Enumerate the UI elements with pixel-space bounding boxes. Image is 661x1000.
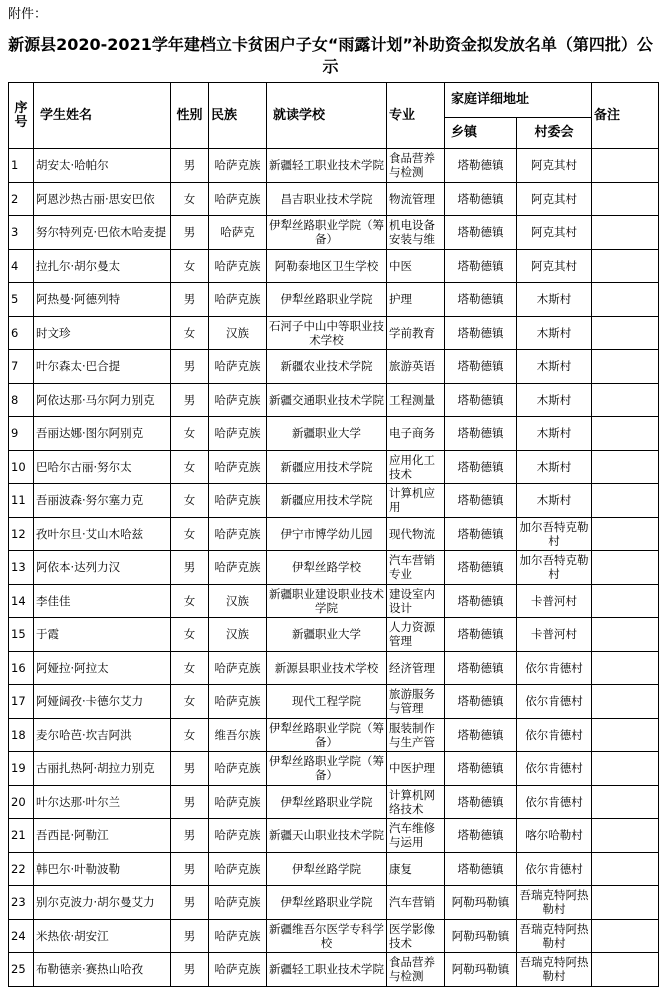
cell-major: 计算机应用 [387,484,445,518]
cell-gender: 女 [171,484,209,518]
cell-ethnicity: 哈萨克族 [209,149,267,183]
table-row [9,216,659,250]
cell-village: 卡普河村 [517,584,592,618]
cell-township: 塔勒德镇 [445,283,517,317]
cell-name: 阿恩沙热古丽·思安巴依 [34,182,171,216]
cell-village: 木斯村 [517,484,592,518]
cell-remarks [592,216,659,250]
cell-seq: 10 [9,450,34,484]
cell-major: 中医护理 [387,752,445,786]
cell-township: 塔勒德镇 [445,618,517,652]
table-row [9,618,659,652]
cell-school: 新疆轻工职业技术学院 [267,953,387,987]
cell-name: 韩巴尔·叶勒波勒 [34,852,171,886]
cell-major: 旅游服务与管理 [387,685,445,719]
table-row [9,651,659,685]
table-row [9,350,659,384]
cell-gender: 男 [171,752,209,786]
cell-village: 吾瑞克特阿热勒村 [517,953,592,987]
cell-major: 食品营养与检测 [387,953,445,987]
cell-school: 新疆农业技术学院 [267,350,387,384]
cell-name: 米热依·胡安江 [34,919,171,953]
cell-name: 别尔克波力·胡尔曼艾力 [34,886,171,920]
cell-ethnicity: 汉族 [209,316,267,350]
table-row [9,283,659,317]
cell-name: 阿热曼·阿德列特 [34,283,171,317]
cell-school: 伊犁丝路职业学院（筹备） [267,718,387,752]
cell-remarks [592,417,659,451]
table-row [9,752,659,786]
cell-remarks [592,316,659,350]
cell-ethnicity: 哈萨克族 [209,283,267,317]
cell-seq: 5 [9,283,34,317]
table-row [9,718,659,752]
cell-major: 医学影像技术 [387,919,445,953]
cell-remarks [592,651,659,685]
cell-township: 塔勒德镇 [445,149,517,183]
cell-gender: 男 [171,953,209,987]
cell-gender: 男 [171,283,209,317]
cell-name: 阿依达那·马尔阿力别克 [34,383,171,417]
cell-school: 新疆职业大学 [267,618,387,652]
cell-seq: 4 [9,249,34,283]
cell-ethnicity: 哈萨克 [209,216,267,250]
cell-seq: 16 [9,651,34,685]
cell-village: 加尔吾特克勒村 [517,517,592,551]
cell-major: 应用化工技术 [387,450,445,484]
header-name: 学生姓名 [34,83,171,149]
cell-school: 新疆职业大学 [267,417,387,451]
cell-seq: 25 [9,953,34,987]
cell-school: 伊犁丝路学校 [267,551,387,585]
cell-remarks [592,551,659,585]
table-row [9,182,659,216]
cell-seq: 14 [9,584,34,618]
header-address: 家庭详细地址 [445,83,592,118]
cell-remarks [592,182,659,216]
cell-seq: 21 [9,819,34,853]
cell-gender: 男 [171,819,209,853]
cell-gender: 男 [171,383,209,417]
cell-major: 建设室内设计 [387,584,445,618]
cell-school: 伊犁丝路学院 [267,852,387,886]
cell-ethnicity: 哈萨克族 [209,785,267,819]
cell-gender: 女 [171,685,209,719]
cell-township: 塔勒德镇 [445,484,517,518]
cell-school: 伊犁丝路职业学院 [267,283,387,317]
cell-village: 依尔肯德村 [517,852,592,886]
cell-township: 塔勒德镇 [445,785,517,819]
table-row [9,383,659,417]
cell-name: 吾西昆·阿勒江 [34,819,171,853]
cell-ethnicity: 维吾尔族 [209,718,267,752]
cell-ethnicity: 哈萨克族 [209,852,267,886]
cell-remarks [592,886,659,920]
cell-remarks [592,685,659,719]
cell-major: 护理 [387,283,445,317]
cell-name: 李佳佳 [34,584,171,618]
cell-village: 依尔肯德村 [517,752,592,786]
cell-township: 塔勒德镇 [445,216,517,250]
cell-ethnicity: 哈萨克族 [209,819,267,853]
cell-name: 叶尔森太·巴合提 [34,350,171,384]
cell-village: 阿克其村 [517,182,592,216]
cell-seq: 6 [9,316,34,350]
cell-school: 新疆天山职业技术学院 [267,819,387,853]
cell-name: 麦尔哈芭·坎吉阿洪 [34,718,171,752]
cell-remarks [592,350,659,384]
cell-name: 拉扎尔·胡尔曼太 [34,249,171,283]
header-township: 乡镇 [445,118,517,149]
cell-township: 塔勒德镇 [445,819,517,853]
cell-major: 机电设备安装与维 [387,216,445,250]
header-major: 专业 [387,83,445,149]
cell-ethnicity: 哈萨克族 [209,651,267,685]
table-row [9,886,659,920]
cell-ethnicity: 哈萨克族 [209,249,267,283]
cell-name: 布勒德亲·赛热山哈孜 [34,953,171,987]
cell-major: 汽车维修与运用 [387,819,445,853]
cell-seq: 15 [9,618,34,652]
table-row [9,819,659,853]
table-row [9,852,659,886]
cell-ethnicity: 哈萨克族 [209,551,267,585]
cell-ethnicity: 汉族 [209,618,267,652]
cell-gender: 女 [171,249,209,283]
table-row [9,685,659,719]
cell-school: 伊犁丝路职业学院 [267,785,387,819]
cell-seq: 23 [9,886,34,920]
header-village: 村委会 [517,118,592,149]
cell-major: 物流管理 [387,182,445,216]
cell-ethnicity: 汉族 [209,584,267,618]
cell-remarks [592,450,659,484]
cell-village: 木斯村 [517,350,592,384]
cell-school: 昌吉职业技术学院 [267,182,387,216]
recipients-table [8,82,659,987]
cell-gender: 女 [171,316,209,350]
cell-ethnicity: 哈萨克族 [209,685,267,719]
table-row [9,149,659,183]
cell-village: 喀尔哈勒村 [517,819,592,853]
cell-village: 阿克其村 [517,249,592,283]
cell-remarks [592,618,659,652]
cell-gender: 女 [171,651,209,685]
cell-village: 依尔肯德村 [517,718,592,752]
cell-village: 依尔肯德村 [517,651,592,685]
cell-major: 现代物流 [387,517,445,551]
cell-name: 努尔特列克·巴依木哈麦提 [34,216,171,250]
cell-village: 木斯村 [517,383,592,417]
cell-seq: 2 [9,182,34,216]
table-row [9,484,659,518]
cell-gender: 男 [171,551,209,585]
table-row [9,584,659,618]
cell-township: 塔勒德镇 [445,417,517,451]
cell-name: 孜叶尔旦·艾山木哈兹 [34,517,171,551]
cell-seq: 24 [9,919,34,953]
header-gender: 性别 [171,83,209,149]
cell-school: 石河子中山中等职业技术学校 [267,316,387,350]
cell-village: 依尔肯德村 [517,785,592,819]
cell-township: 塔勒德镇 [445,718,517,752]
cell-gender: 女 [171,417,209,451]
cell-gender: 女 [171,718,209,752]
cell-village: 木斯村 [517,450,592,484]
cell-gender: 男 [171,886,209,920]
cell-name: 吾丽波森·努尔塞力克 [34,484,171,518]
cell-remarks [592,819,659,853]
cell-seq: 12 [9,517,34,551]
cell-major: 电子商务 [387,417,445,451]
header-seq: 序号 [9,83,34,149]
cell-school: 伊犁丝路职业学院（筹备） [267,216,387,250]
document-title: 新源县2020-2021学年建档立卡贫困户子女“雨露计划”补助资金拟发放名单（第四批）公示 [8,35,653,76]
cell-village: 木斯村 [517,316,592,350]
table-row [9,919,659,953]
cell-ethnicity: 哈萨克族 [209,919,267,953]
cell-ethnicity: 哈萨克族 [209,484,267,518]
cell-village: 木斯村 [517,417,592,451]
cell-remarks [592,149,659,183]
cell-seq: 18 [9,718,34,752]
cell-school: 新源县职业技术学校 [267,651,387,685]
header-remarks: 备注 [592,83,659,149]
cell-name: 巴哈尔古丽·努尔太 [34,450,171,484]
cell-gender: 男 [171,852,209,886]
cell-name: 吾丽达娜·图尔阿别克 [34,417,171,451]
cell-ethnicity: 哈萨克族 [209,417,267,451]
cell-township: 塔勒德镇 [445,685,517,719]
cell-gender: 女 [171,182,209,216]
cell-remarks [592,283,659,317]
header-school: 就读学校 [267,83,387,149]
cell-name: 阿依本·达列力汉 [34,551,171,585]
cell-township: 塔勒德镇 [445,517,517,551]
cell-township: 塔勒德镇 [445,651,517,685]
cell-school: 新疆应用技术学院 [267,450,387,484]
cell-township: 塔勒德镇 [445,182,517,216]
cell-major: 中医 [387,249,445,283]
cell-ethnicity: 哈萨克族 [209,752,267,786]
header-ethnicity: 民族 [209,83,267,149]
cell-school: 现代工程学院 [267,685,387,719]
cell-gender: 男 [171,919,209,953]
cell-school: 新疆职业建设职业技术学院 [267,584,387,618]
cell-seq: 7 [9,350,34,384]
cell-name: 古丽扎热阿·胡拉力别克 [34,752,171,786]
table-row [9,785,659,819]
cell-major: 汽车营销 [387,886,445,920]
cell-major: 计算机网络技术 [387,785,445,819]
cell-township: 阿勒玛勒镇 [445,919,517,953]
cell-seq: 20 [9,785,34,819]
cell-school: 新疆维吾尔医学专科学校 [267,919,387,953]
cell-major: 学前教育 [387,316,445,350]
cell-school: 新疆应用技术学院 [267,484,387,518]
cell-ethnicity: 哈萨克族 [209,953,267,987]
cell-township: 塔勒德镇 [445,551,517,585]
cell-major: 康复 [387,852,445,886]
cell-school: 伊犁丝路职业学院 [267,886,387,920]
table-row [9,249,659,283]
cell-seq: 1 [9,149,34,183]
cell-major: 食品营养与检测 [387,149,445,183]
cell-school: 伊犁丝路职业学院（筹备） [267,752,387,786]
table-row [9,953,659,987]
cell-ethnicity: 哈萨克族 [209,517,267,551]
cell-seq: 17 [9,685,34,719]
cell-remarks [592,584,659,618]
cell-seq: 19 [9,752,34,786]
cell-school: 新疆轻工职业技术学院 [267,149,387,183]
cell-gender: 男 [171,350,209,384]
cell-remarks [592,919,659,953]
cell-major: 旅游英语 [387,350,445,384]
cell-name: 叶尔达那·叶尔兰 [34,785,171,819]
cell-ethnicity: 哈萨克族 [209,886,267,920]
cell-remarks [592,517,659,551]
cell-major: 人力资源管理 [387,618,445,652]
cell-gender: 男 [171,149,209,183]
cell-name: 时文珍 [34,316,171,350]
cell-township: 塔勒德镇 [445,852,517,886]
cell-seq: 9 [9,417,34,451]
cell-remarks [592,953,659,987]
cell-name: 阿娅阔孜·卡德尔艾力 [34,685,171,719]
table-row [9,517,659,551]
cell-village: 阿克其村 [517,149,592,183]
cell-township: 塔勒德镇 [445,249,517,283]
cell-township: 塔勒德镇 [445,584,517,618]
cell-township: 阿勒玛勒镇 [445,953,517,987]
cell-remarks [592,718,659,752]
cell-seq: 3 [9,216,34,250]
cell-gender: 女 [171,618,209,652]
cell-name: 于霞 [34,618,171,652]
cell-ethnicity: 哈萨克族 [209,383,267,417]
cell-village: 加尔吾特克勒村 [517,551,592,585]
attachment-label: 附件： [8,7,48,22]
cell-name: 胡安太·哈帕尔 [34,149,171,183]
cell-township: 塔勒德镇 [445,450,517,484]
cell-gender: 女 [171,450,209,484]
cell-seq: 11 [9,484,34,518]
cell-township: 塔勒德镇 [445,383,517,417]
cell-remarks [592,852,659,886]
cell-school: 阿勒泰地区卫生学校 [267,249,387,283]
cell-seq: 13 [9,551,34,585]
cell-ethnicity: 哈萨克族 [209,182,267,216]
cell-ethnicity: 哈萨克族 [209,450,267,484]
cell-school: 伊宁市博学幼儿园 [267,517,387,551]
cell-gender: 男 [171,216,209,250]
cell-village: 木斯村 [517,283,592,317]
cell-major: 汽车营销专业 [387,551,445,585]
cell-village: 卡普河村 [517,618,592,652]
cell-village: 吾瑞克特阿热勒村 [517,886,592,920]
cell-school: 新疆交通职业技术学院 [267,383,387,417]
table-row [9,551,659,585]
cell-township: 塔勒德镇 [445,316,517,350]
cell-seq: 8 [9,383,34,417]
cell-major: 服装制作与生产管 [387,718,445,752]
cell-gender: 女 [171,517,209,551]
table-row [9,316,659,350]
cell-gender: 男 [171,785,209,819]
cell-remarks [592,785,659,819]
cell-remarks [592,752,659,786]
cell-major: 经济管理 [387,651,445,685]
cell-remarks [592,484,659,518]
cell-major: 工程测量 [387,383,445,417]
table-row [9,450,659,484]
cell-gender: 女 [171,584,209,618]
cell-township: 塔勒德镇 [445,350,517,384]
cell-remarks [592,249,659,283]
cell-ethnicity: 哈萨克族 [209,350,267,384]
cell-village: 依尔肯德村 [517,685,592,719]
cell-village: 阿克其村 [517,216,592,250]
cell-seq: 22 [9,852,34,886]
cell-name: 阿娅拉·阿拉太 [34,651,171,685]
cell-township: 阿勒玛勒镇 [445,886,517,920]
cell-township: 塔勒德镇 [445,752,517,786]
cell-village: 吾瑞克特阿热勒村 [517,919,592,953]
table-row [9,417,659,451]
cell-remarks [592,383,659,417]
